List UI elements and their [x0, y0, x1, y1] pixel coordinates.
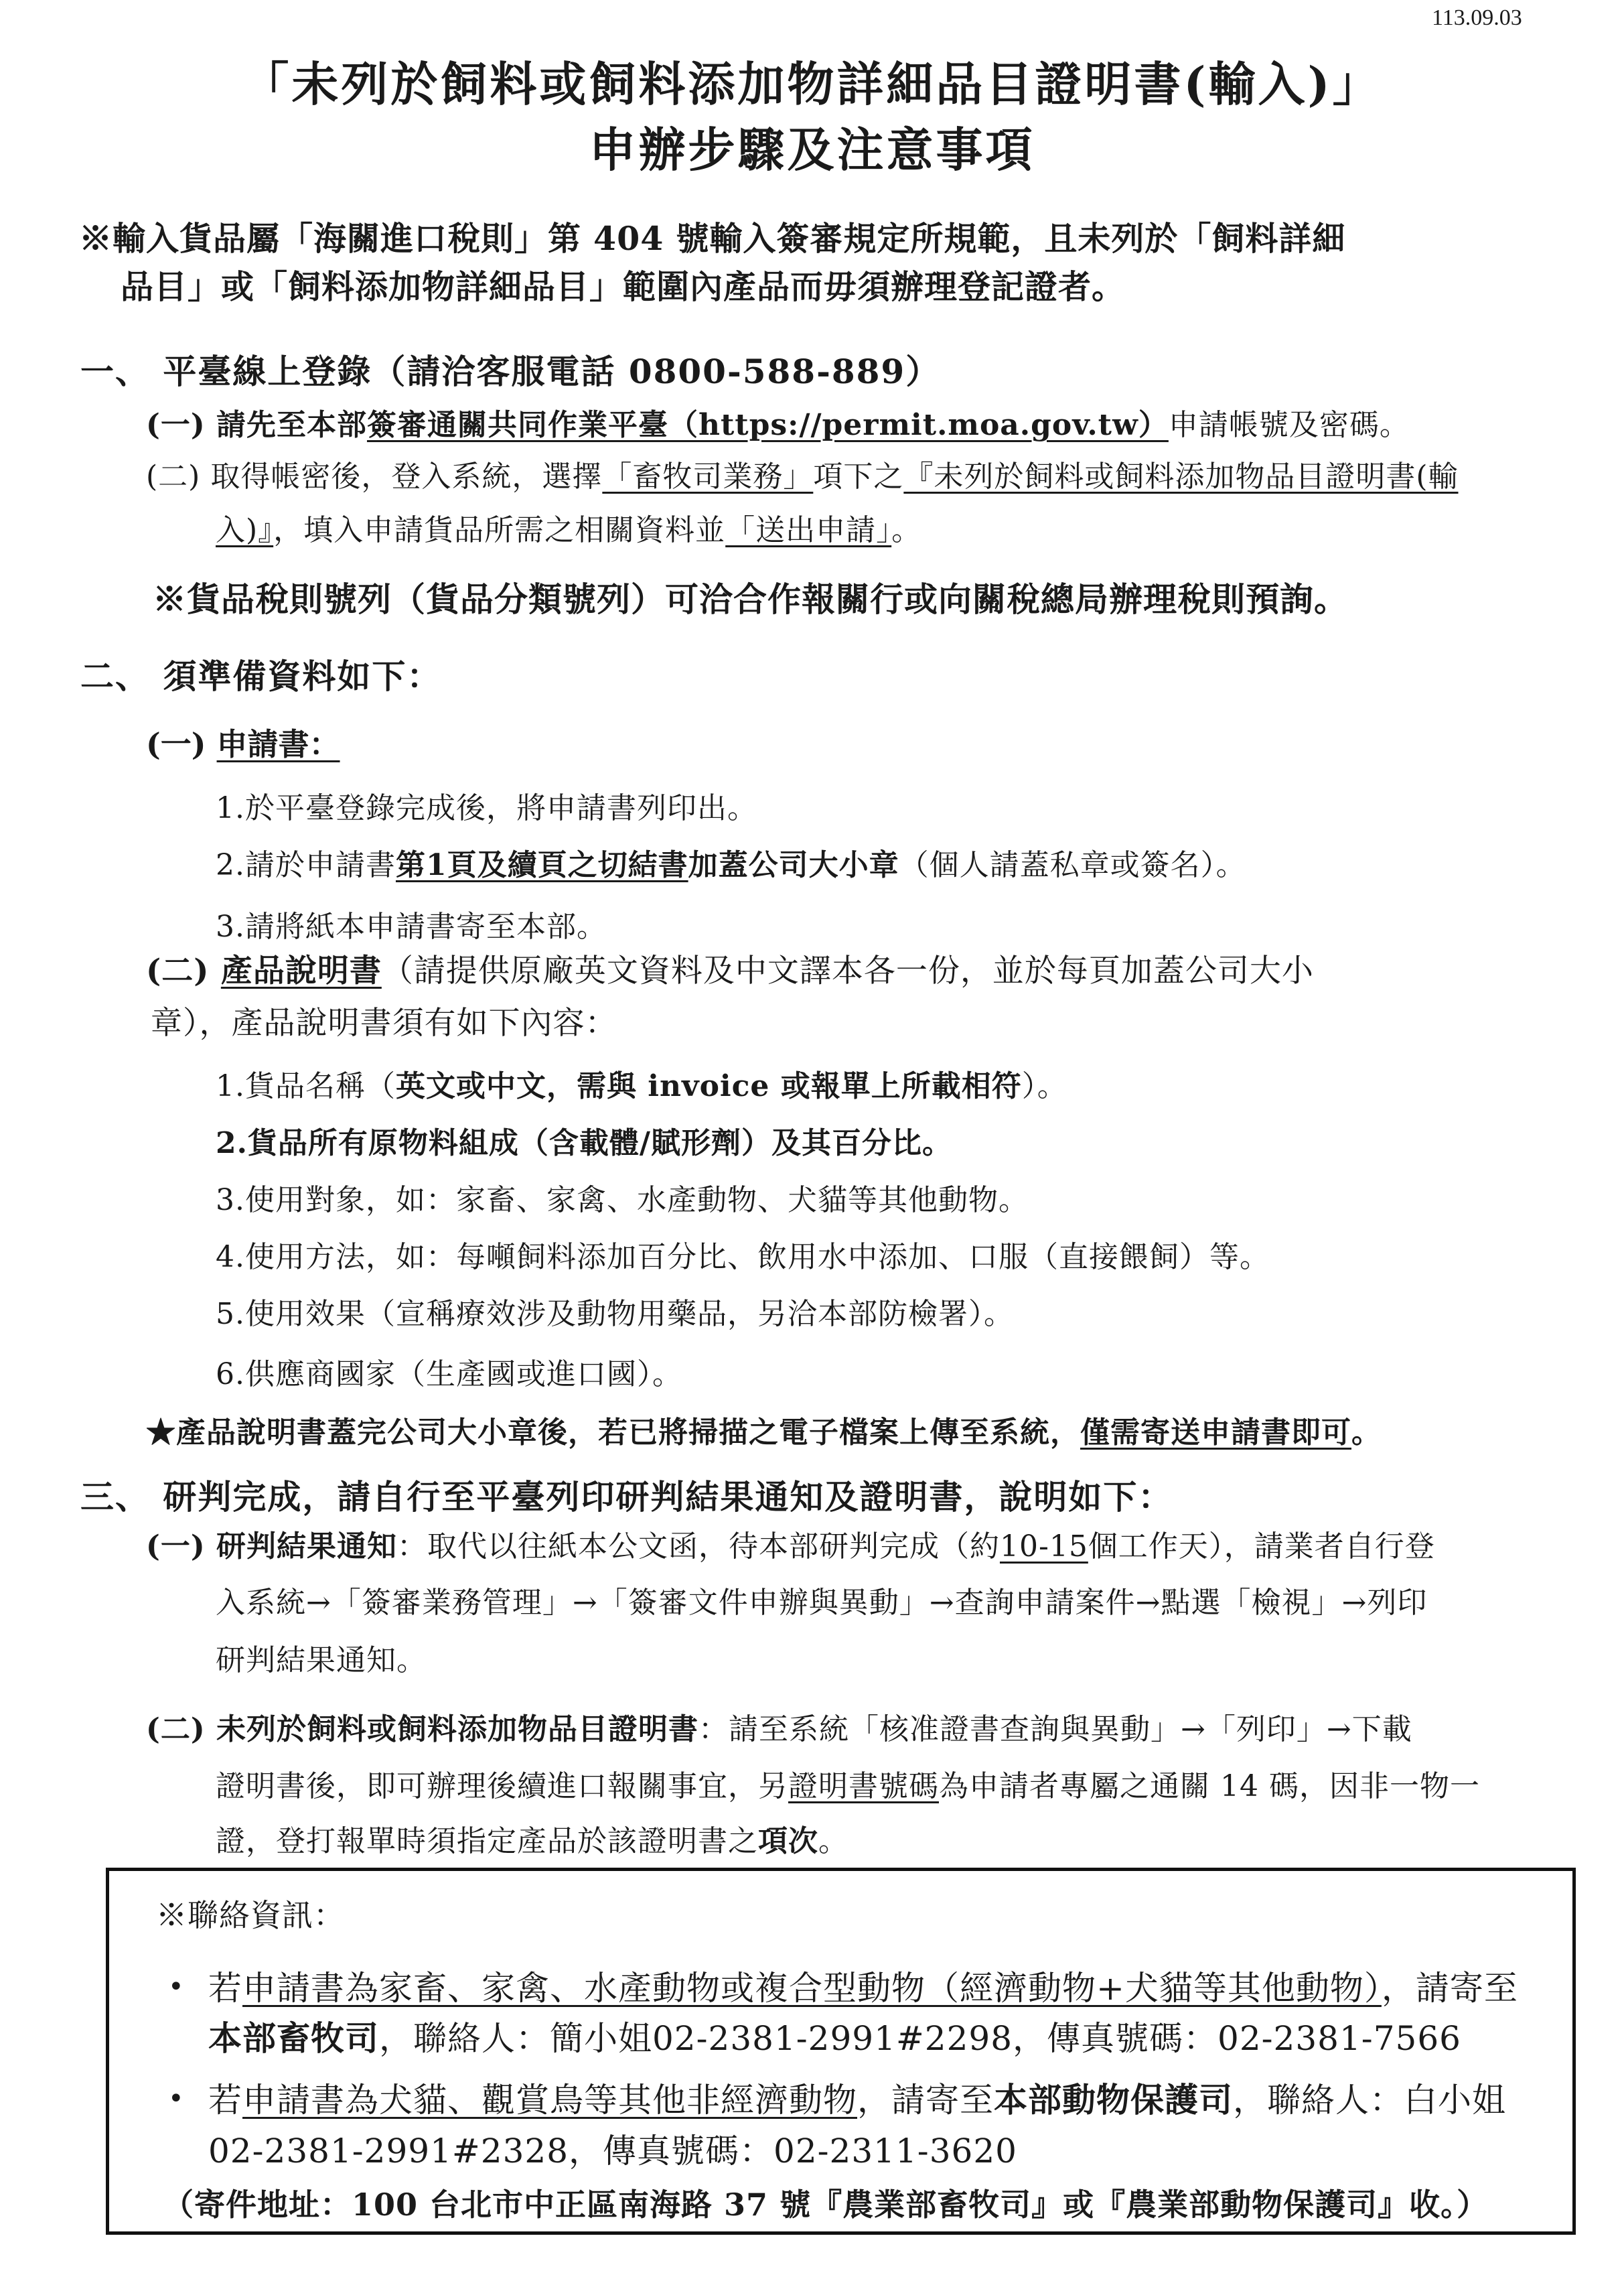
contact-2-a: 若: [208, 2081, 242, 2120]
s3-item-2-line-2-a: 證明書後，即可辦理後續進口報關事宜，另: [216, 1769, 788, 1803]
sub-2-number: (二): [146, 953, 221, 989]
contact-animal-protection-dept: 本部動物保護司: [994, 2080, 1233, 2120]
contact-livestock-dept: 本部畜牧司: [208, 2018, 379, 2058]
star-note-b: 僅需寄送申請書即可: [1080, 1415, 1351, 1450]
contact-2-b: 申請書為犬貓、觀賞鳥等其他非經濟動物: [242, 2081, 857, 2120]
sub-1-item-2-c: 加蓋公司大小章: [688, 848, 899, 882]
sub-2-item-1: [216, 1062, 1067, 1105]
item-2-line-2-mid: ，填入申請貨品所需之相關資料並: [273, 513, 726, 547]
contact-2-c: ，請寄至: [857, 2081, 994, 2120]
star-note-c: 。: [1351, 1415, 1382, 1450]
s3-item-number: 項次: [758, 1824, 818, 1858]
sub-1-item-2: [216, 841, 1246, 884]
s3-item-1-a: ：取代以往紙本公文函，待本部研判完成（約: [396, 1529, 1000, 1564]
sub-2-desc-line-2: 章），產品說明書須有如下內容：: [151, 1005, 617, 1042]
s3-item-1-b: 個工作天），請業者自行登: [1088, 1529, 1435, 1564]
sub-2-item-1-b: 英文或中文，需與 invoice 或報單上所載相符: [395, 1069, 1022, 1103]
s3-item-2-line-2-c: 為申請者專屬之通關 14 碼，因非一物一: [939, 1769, 1480, 1803]
bullet-icon: •: [168, 1971, 184, 2002]
contact-1-c: ，請寄至: [1381, 1969, 1518, 2008]
star-note-a: ★產品說明書蓋完公司大小章後，若已將掃描之電子檔案上傳至系統，: [146, 1415, 1080, 1450]
sub-2-item-6: 6.供應商國家（生產國或進口國）。: [216, 1357, 682, 1391]
submit-application-button[interactable]: 「送出申請」: [725, 513, 892, 547]
contact-info-box: [106, 1868, 1576, 2235]
contact-heading: ※聯絡資訊：: [156, 1897, 345, 1933]
s3-item-2-line-1: ：請至系統「核准證書查詢與異動」→「列印」→下載: [698, 1712, 1412, 1746]
s3-item-2-line-3-a: 證，登打報單時須指定產品於該證明書之: [216, 1824, 758, 1858]
section-3-item-2-line-3: [216, 1817, 848, 1860]
item-2-line-2-end: 。: [891, 513, 922, 547]
s3-item-1-title: 研判結果通知: [216, 1529, 397, 1564]
sub-1-item-3: 3.請將紙本申請書寄至本部。: [216, 910, 607, 944]
sub-2-item-5: 5.使用效果（宣稱療效涉及動物用藥品，另洽本部防檢署）。: [216, 1297, 1014, 1331]
sub-2-item-2: 2.貨品所有原物料組成（含載體/賦形劑）及其百分比。: [216, 1126, 953, 1160]
sub-1-item-1: 1.於平臺登錄完成後，將申請書列印出。: [216, 791, 757, 825]
document-date: 113.09.03: [1432, 5, 1522, 30]
sub-2-item-3: 3.使用對象，如：家畜、家禽、水產動物、犬貓等其他動物。: [216, 1183, 1029, 1217]
contact-1-a: 若: [208, 1969, 242, 2008]
s3-certificate-number: 證明書號碼: [788, 1769, 939, 1803]
s3-item-1-number: (一): [146, 1529, 216, 1564]
document-subtitle: 申辦步驟及注意事項: [589, 122, 1035, 178]
menu-certificate-application-end[interactable]: 入)』: [216, 513, 274, 547]
item-2-prefix: (二) 取得帳密後，登入系統，選擇: [146, 460, 603, 494]
contact-item-2-line-1: [208, 2073, 1506, 2122]
sub-1-item-2-b: 第1頁及續頁之切結書: [395, 848, 688, 882]
contact-2-e: ，聯絡人：白小姐: [1233, 2081, 1506, 2120]
section-2-heading: 二、 須準備資料如下：: [80, 656, 442, 696]
section-3-heading: 三、 研判完成，請自行至平臺列印研判結果通知及證明書，說明如下：: [80, 1477, 1173, 1517]
sub-1-number: (一): [146, 726, 217, 762]
section-3-item-2-line-1: [146, 1705, 1412, 1748]
section-3-item-1-line-3: 研判結果通知。: [216, 1643, 427, 1677]
contact-item-1-line-2: [208, 2012, 1461, 2060]
sub-1-item-2-a: 2.請於申請書: [216, 848, 396, 882]
section-1-note: ※貨品稅則號列（貨品分類號列）可洽合作報關行或向關稅總局辦理稅則預詢。: [153, 579, 1348, 619]
sub-2-item-4: 4.使用方法，如：每噸飼料添加百分比、飲用水中添加、口服（直接餵飼）等。: [216, 1240, 1270, 1274]
contact-item-1-line-1: [208, 1961, 1518, 2010]
document-title: 「未列於飼料或飼料添加物詳細品目證明書(輸入)」: [242, 56, 1382, 112]
s3-item-2-line-3-c: 。: [818, 1824, 848, 1858]
section-3-item-2-line-2: [216, 1762, 1480, 1805]
sub-2-star-note: [146, 1408, 1382, 1451]
mailing-address: （寄件地址：100 台北市中正區南海路 37 號『農業部畜牧司』或『農業部動物保護司』收。）: [163, 2187, 1489, 2223]
section-3-item-1-line-1: [146, 1522, 1435, 1565]
section-2-sub-1-title: [146, 720, 340, 764]
section-1-item-2: [146, 452, 1459, 495]
item-2-mid: 項下之: [813, 460, 904, 494]
contact-1-b: 申請書為家畜、家禽、水產動物或複合型動物（經濟動物+犬貓等其他動物）: [242, 1969, 1382, 2008]
section-1-item-1: [146, 401, 1410, 443]
permit-platform-link[interactable]: 簽審通關共同作業平臺（https://permit.moa.gov.tw）: [366, 408, 1169, 442]
s3-item-2-title: 未列於飼料或飼料添加物品目證明書: [216, 1712, 698, 1746]
contact-1-details: ，聯絡人：簡小姐02-2381-2991#2298，傳真號碼：02-2381-7566: [379, 2019, 1461, 2058]
item-1-prefix: (一) 請先至本部: [146, 408, 367, 442]
sub-2-item-1-c: ）。: [1021, 1069, 1067, 1103]
sub-1-item-2-d: （個人請蓋私章或簽名）。: [899, 848, 1246, 882]
section-3-item-1-line-2: 入系統→「簽審業務管理」→「簽審文件申辦與異動」→查詢申請案件→點選「檢視」→列印: [216, 1586, 1428, 1620]
s3-working-days: 10-15: [999, 1529, 1088, 1564]
s3-item-2-number: (二): [146, 1712, 216, 1746]
item-1-suffix: 申請帳號及密碼。: [1168, 408, 1410, 442]
menu-livestock-business[interactable]: 「畜牧司業務」: [602, 460, 814, 494]
intro-line-1: ※輸入貨品屬「海關進口稅則」第 404 號輸入簽審規定所規範，且未列於「飼料詳細: [79, 219, 1346, 258]
menu-certificate-application[interactable]: 『未列於飼料或飼料添加物品目證明書(輸: [903, 460, 1459, 494]
contact-item-2-line-2: 02-2381-2991#2328，傳真號碼：02-2311-3620: [208, 2132, 1017, 2170]
section-1-item-2-line-2: [216, 506, 921, 549]
section-1-heading: 一、 平臺線上登錄（請洽客服電話 0800-588-889）: [80, 352, 941, 391]
intro-line-2: 品目」或「飼料添加物詳細品目」範圍內產品而毋須辦理登記證者。: [121, 267, 1126, 306]
sub-2-title-text: 產品說明書: [220, 953, 382, 989]
sub-2-item-1-a: 1.貨品名稱（: [216, 1069, 396, 1103]
section-2-sub-2-title: [146, 946, 1314, 991]
bullet-icon: •: [168, 2083, 184, 2114]
sub-2-desc-line-1: （請提供原廠英文資料及中文譯本各一份，並於每頁加蓋公司大小: [381, 953, 1314, 989]
sub-1-title-text: 申請書：: [216, 726, 340, 762]
